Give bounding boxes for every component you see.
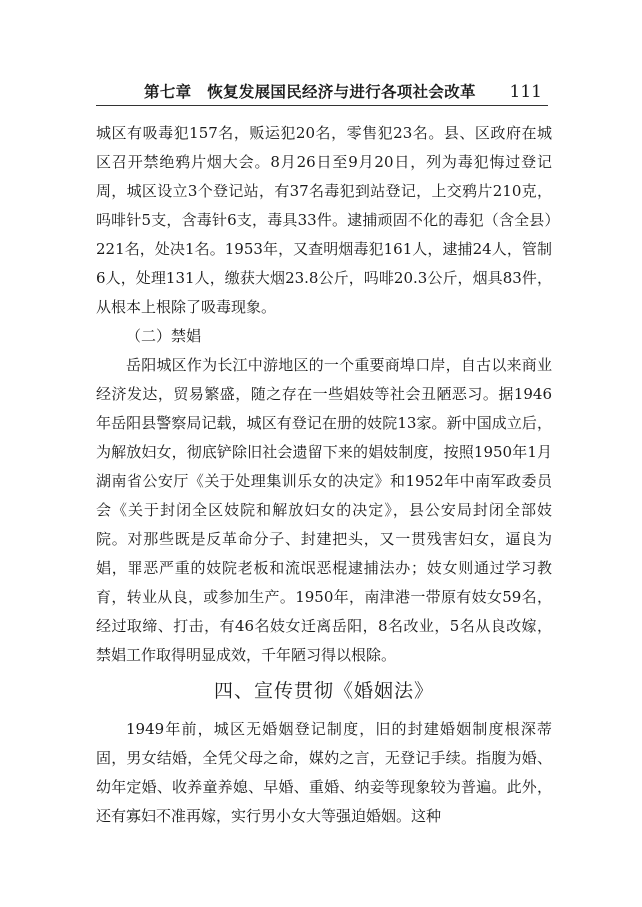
body-text-marriage [96, 715, 552, 831]
section-title: 四、宣传贯彻《婚姻法》 [213, 680, 434, 702]
running-header [96, 76, 546, 102]
paragraph-prostitution-ban: 岳阳城区作为长江中游地区的一个重要商埠口岸，自古以来商业经济发达，贸易繁盛，随之存在一些娼妓等社会丑陋恶习。据1946年岳阳县警察局记载，城区有登记在册的妓院13家。新中国成立后，为解放妇女，彻底铲除旧社会遗留下来的娼妓制度，按照1950年1月湖南省公安厅《关于处理集训乐女的决定》和1952年中南军政委员会《关于封闭全区妓院和解放妇女的决定》，县公安局封闭全部妓院。对那些既是反革命分子、封建把头，又一贯残害妇女，逼良为娼，罪恶严重的妓院老板和流氓恶棍逮捕法办；妓女则通过学习教育，转业从良，或参加生产。1950年，南津港一带原有妓女59名，经过取缔、打击，有46名妓女迁离岳阳，8名改业，5名从良改嫁，禁娼工作取得明显成效，千年陋习得以根除。 [96, 356, 552, 664]
subheading-prostitution-ban: （二）禁娼 [126, 327, 202, 345]
paragraph-drug-ban: 城区有吸毒犯157名，贩运犯20名，零售犯23名。县、区政府在城区召开禁绝鸦片烟大会。8月26日至9月20日，列为毒犯悔过登记周，城区设立3个登记站，有37名毒犯到站登记，上交鸦片210克，吗啡针5支，含毒针6支，毒具33件。逮捕顽固不化的毒犯（含全县）221名，处决1名。1953年，又查明烟毒犯161人，逮捕24人，管制6人，处理131人，缴获大烟23.8公斤，吗啡20.3公斤，烟具83件，从根本上根除了吸毒现象。 [96, 124, 552, 316]
chapter-title: 第七章 恢复发展国民经济与进行各项社会改革 [144, 83, 476, 101]
body-text [96, 119, 552, 670]
paragraph-marriage-law: 1949年前，城区无婚姻登记制度，旧的封建婚姻制度根深蒂固，男女结婚，全凭父母之命，媒妁之言，无登记手续。指腹为婚、幼年定婚、收养童养媳、早婚、重婚、纳妾等现象较为普遍。此外，还有寡妇不准再嫁，实行男小女大等强迫婚姻。这种 [96, 720, 552, 825]
header-rule [96, 105, 548, 106]
page-number: 111 [509, 82, 542, 102]
